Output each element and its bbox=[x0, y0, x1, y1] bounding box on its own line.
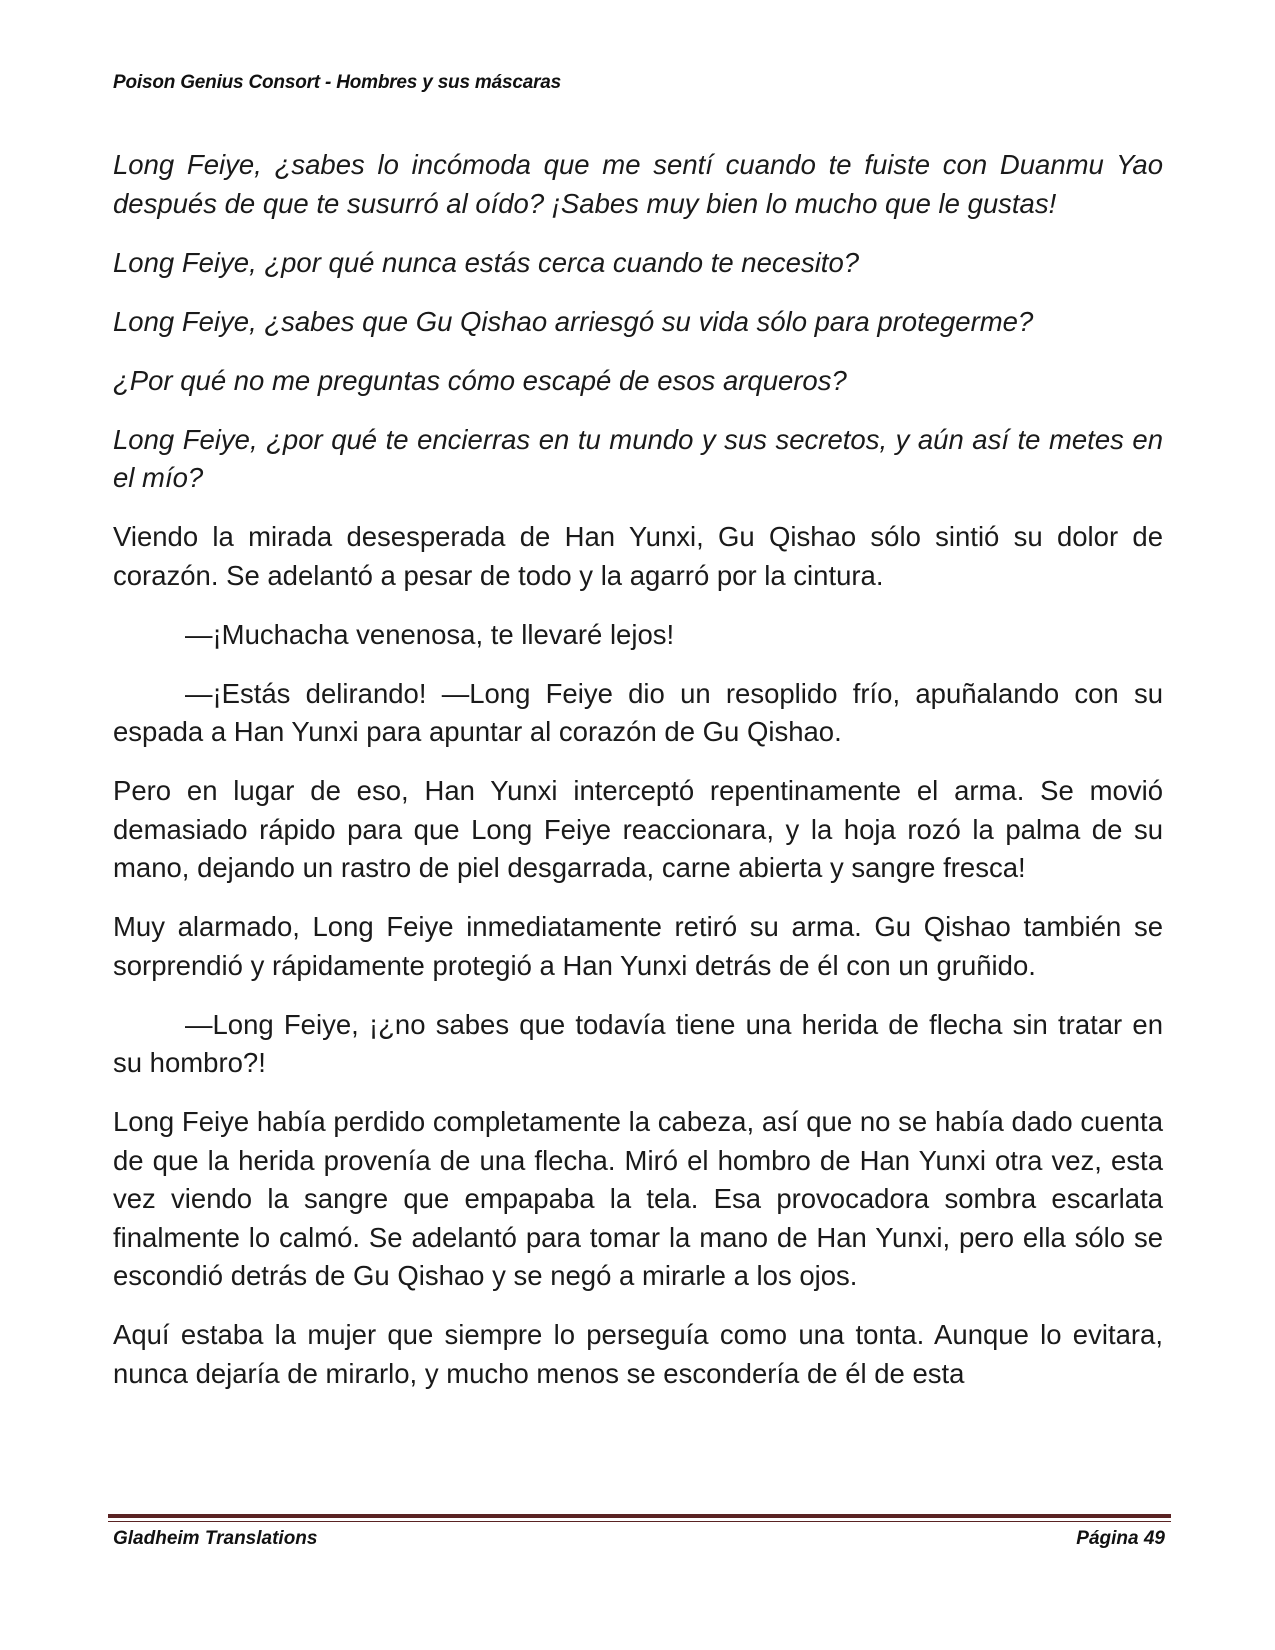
paragraph-2: Long Feiye, ¿por qué nunca estás cerca cuando te necesito? bbox=[113, 246, 860, 278]
paragraph-9: Pero en lugar de eso, Han Yunxi interceptó repentinamente el arma. Se movió demasiado rápido para que Long Feiye reaccionara, y la hoja rozó la palma de su mano, dejando un rastro de piel desgarrada, carne abierta y sangre fresca! bbox=[113, 775, 1163, 883]
paragraph-12: Long Feiye había perdido completamente la cabeza, así que no se había dado cuenta de que la herida provenía de una flecha. Miró el hombro de Han Yunxi otra vez, esta vez viendo la sangre que empapaba la tela. Esa provocadora sombra escarlata finalmente lo calmó. Se adelantó para tomar la mano de Han Yunxi, pero ella sólo se escondió detrás de Gu Qishao y se negó a mirarle a los ojos. bbox=[113, 1106, 1163, 1291]
paragraph-4: ¿Por qué no me preguntas cómo escapé de esos arqueros? bbox=[113, 364, 847, 396]
paragraph-3: Long Feiye, ¿sabes que Gu Qishao arriesgó su vida sólo para protegerme? bbox=[113, 305, 1034, 337]
dialogue-1: —¡Muchacha venenosa, te llevaré lejos! bbox=[185, 618, 675, 650]
paragraph-5: Long Feiye, ¿por qué te encierras en tu mundo y sus secretos, y aún así te metes en el mío? bbox=[113, 423, 1163, 493]
footer-rule bbox=[108, 1514, 1171, 1518]
running-header: Poison Genius Consort - Hombres y sus máscaras bbox=[113, 72, 561, 93]
paragraph-6: Viendo la mirada desesperada de Han Yunxi, Gu Qishao sólo sintió su dolor de corazón. Se adelantó a pesar de todo y la agarró por la cintura. bbox=[113, 521, 1163, 591]
footer-publisher: Gladheim Translations bbox=[113, 1528, 318, 1549]
paragraph-10: Muy alarmado, Long Feiye inmediatamente retiró su arma. Gu Qishao también se sorprendió y rápidamente protegió a Han Yunxi detrás de él con un gruñido. bbox=[113, 911, 1163, 981]
paragraph-1: Long Feiye, ¿sabes lo incómoda que me sentí cuando te fuiste con Duanmu Yao después de que te susurró al oído? ¡Sabes muy bien lo mucho que le gustas! bbox=[113, 149, 1163, 219]
footer-rule-thin bbox=[108, 1521, 1171, 1522]
page-number: Página 49 bbox=[1076, 1528, 1165, 1549]
dialogue-3: —Long Feiye, ¡¿no sabes que todavía tiene una herida de flecha sin tratar en su hombro?! bbox=[113, 1008, 1163, 1078]
paragraph-13: Aquí estaba la mujer que siempre lo perseguía como una tonta. Aunque lo evitara, nunca dejaría de mirarlo, y mucho menos se escondería de él de esta bbox=[113, 1319, 1163, 1389]
dialogue-2: —¡Estás delirando! —Long Feiye dio un resoplido frío, apuñalando con su espada a Han Yunxi para apuntar al corazón de Gu Qishao. bbox=[113, 677, 1163, 747]
body-text bbox=[113, 146, 1163, 1393]
